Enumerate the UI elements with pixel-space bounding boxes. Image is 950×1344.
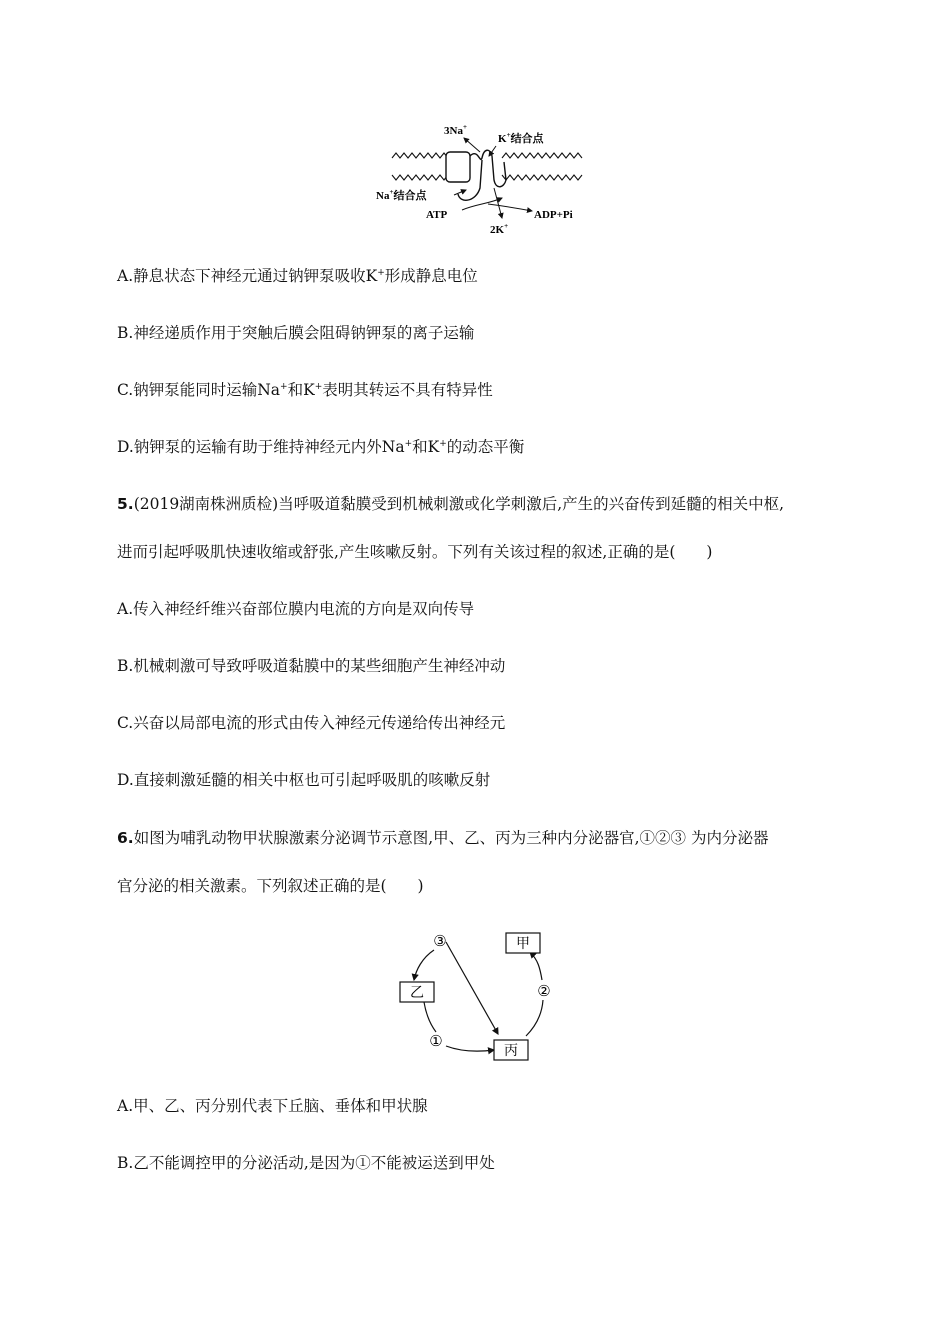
svg-text:甲: 甲 [516,937,530,952]
pump-protein-block [446,152,470,182]
svg-text:乙: 乙 [410,986,424,1001]
hormone-2: ② [537,984,551,1000]
q6-option-b: B.乙不能调控甲的分泌活动,是因为①不能被运送到甲处 [117,1154,495,1172]
svg-text:丙: 丙 [504,1044,518,1059]
label-adp-pi: ADP+Pi [534,209,573,221]
label-3na: 3Na+ [444,123,467,137]
hormone-1: ① [429,1034,443,1050]
q5-stem-line-2: 进而引起呼吸肌快速收缩或舒张,产生咳嗽反射。下列有关该过程的叙述,正确的是( ) [117,543,713,561]
label-na-binding-site: Na+结合点 [376,188,427,202]
q5-number: 5. [117,495,134,513]
label-atp: ATP [426,209,448,221]
q6-stem-line-1: 6.如图为哺乳动物甲状腺激素分泌调节示意图,甲、乙、丙为三种内分泌器官,①②③ 为内分泌器 [117,829,769,847]
q5-option-b: B.机械刺激可导致呼吸道黏膜中的某些细胞产生神经冲动 [117,657,506,675]
q5-option-d: D.直接刺激延髓的相关中枢也可引起呼吸肌的咳嗽反射 [117,771,491,789]
q5-option-a: A.传入神经纤维兴奋部位膜内电流的方向是双向传导 [117,600,475,618]
membrane-lipid-bilayer [392,153,582,180]
q4-option-c: C.钠钾泵能同时运输Na+和K+表明其转运不具有特异性 [117,381,493,399]
q6-number: 6. [117,829,134,847]
sodium-potassium-pump-diagram [376,118,644,238]
q4-option-b: B.神经递质作用于突触后膜会阻碍钠钾泵的离子运输 [117,324,475,342]
hormone-3: ③ [433,934,447,950]
label-2k: 2K+ [490,222,509,236]
label-k-binding-site: K+结合点 [498,131,544,145]
q5-option-c: C.兴奋以局部电流的形式由传入神经元传递给传出神经元 [117,714,506,732]
q6-stem-line-2: 官分泌的相关激素。下列叙述正确的是( ) [117,877,424,895]
q4-option-d: D.钠钾泵的运输有助于维持神经元内外Na+和K+的动态平衡 [117,438,525,456]
thyroid-regulation-diagram [390,928,570,1068]
q6-option-a: A.甲、乙、丙分别代表下丘脑、垂体和甲状腺 [117,1097,428,1115]
q5-stem-line-1: 5.(2019湖南株洲质检)当呼吸道黏膜受到机械刺激或化学刺激后,产生的兴奋传到延髓的相关中枢, [117,495,785,513]
q4-option-a: A.静息状态下神经元通过钠钾泵吸收K+形成静息电位 [117,267,478,285]
